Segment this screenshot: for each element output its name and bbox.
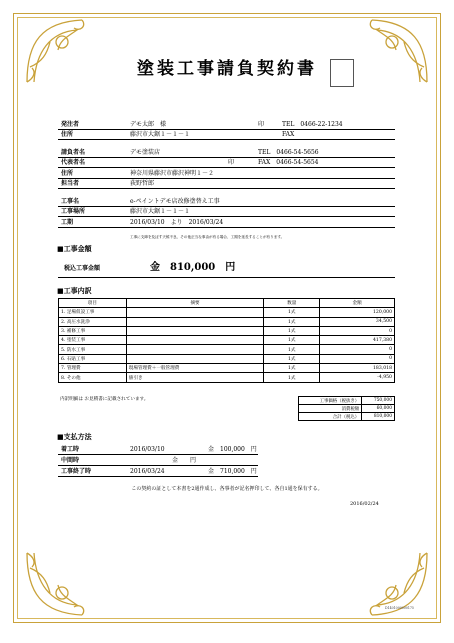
amount-label: 税込工事金額 [64, 265, 101, 272]
item-name: 3. 補修工事 [59, 326, 127, 335]
address2-label: 住所 [61, 170, 74, 177]
totals-row [299, 397, 395, 405]
staff-row [58, 178, 395, 189]
table-row [59, 308, 395, 317]
item-amount: 120,000 [320, 308, 395, 317]
totals-table [298, 396, 395, 421]
item-name: 6. 石貼工事 [59, 354, 127, 363]
address2-value: 神奈川県藤沢市藤沢神明１－２ [130, 170, 215, 177]
ornament-top-right-icon [354, 12, 432, 90]
totals-row [299, 413, 395, 421]
breakdown-table [58, 298, 395, 383]
item-name: 4. 塗装工事 [59, 336, 127, 345]
table-row [59, 336, 395, 345]
payment-row [58, 455, 258, 466]
payment-label: 中間時 [61, 457, 80, 464]
header-item: 項目 [59, 299, 127, 308]
item-desc [126, 345, 264, 354]
contract-date: 2016/02/24 [350, 501, 379, 507]
staff-label: 担当者 [61, 180, 80, 187]
payment-label: 着工時 [61, 446, 80, 453]
item-desc [126, 308, 264, 317]
payment-date: 2016/03/24 [130, 468, 165, 475]
detail-note: 内訳明細は お見積書に記載されています。 [60, 397, 149, 402]
address1-value: 藤沢市大鋸１－１－１ [130, 131, 191, 138]
period-note: 工事に支障を及ぼす天候不良、その他正当な事由が有る場合、工期を延長することが有ります。 [130, 235, 285, 239]
table-row [59, 326, 395, 335]
payment-amount: 金 710,000 円 [208, 468, 257, 475]
item-name: 2. 高圧水洗浄 [59, 317, 127, 326]
item-qty: 1式 [264, 317, 320, 326]
item-qty: 1式 [264, 354, 320, 363]
total-value: 810,000 [362, 413, 395, 421]
orderer-tel: TEL 0466-22-1234 [282, 121, 343, 128]
table-row [59, 364, 395, 373]
totals-row [299, 405, 395, 413]
item-desc [126, 336, 264, 345]
contractor-tel: TEL 0466-54-5656 [258, 149, 319, 156]
item-name: 7. 管理費 [59, 364, 127, 373]
rep-seal: 印 [228, 159, 235, 166]
ornament-bottom-right-icon [354, 545, 432, 623]
work-place-label: 工事場所 [61, 208, 86, 215]
table-row [59, 317, 395, 326]
address1-label: 住所 [61, 131, 74, 138]
header-description: 摘要 [126, 299, 264, 308]
revenue-stamp-box [330, 59, 354, 87]
item-qty: 1式 [264, 308, 320, 317]
ornament-top-left-icon [22, 12, 100, 90]
contractor-label: 請負者名 [61, 149, 86, 156]
address1-row [58, 129, 395, 140]
payment-label: 工事終了時 [61, 468, 92, 475]
tax-label: 消費税額 [299, 405, 362, 413]
total-label: 合計（税込） [299, 413, 362, 421]
item-amount: 34,500 [320, 317, 395, 326]
item-desc: 現場管理費＋一般管理費 [126, 364, 264, 373]
contractor-value: デモ塗装店 [130, 149, 161, 156]
subtotal-label: 工事価格（税抜き） [299, 397, 362, 405]
table-row [59, 354, 395, 363]
item-desc [126, 326, 264, 335]
item-qty: 1式 [264, 345, 320, 354]
rep-label: 代表者名 [61, 159, 86, 166]
closing-statement: この契約の証として本書を2通作成し、各事者が記名押印して、各自1通を保有する。 [131, 486, 323, 492]
payment-amount: 金 円 [172, 457, 197, 464]
work-name-value: e-ペイントデモ店改修塗替え工事 [130, 198, 220, 205]
period-row [58, 217, 395, 228]
orderer-label: 発注者 [61, 121, 80, 128]
item-desc: 値引き [126, 373, 264, 382]
amount-value: 金 810,000 円 [150, 262, 236, 273]
document-code: D1401000000175 [385, 606, 414, 610]
item-qty: 1式 [264, 373, 320, 382]
subtotal-value: 750,000 [362, 397, 395, 405]
table-header-row [59, 299, 395, 308]
item-qty: 1式 [264, 364, 320, 373]
orderer-name: デモ太郎 様 [130, 121, 167, 128]
table-row [59, 345, 395, 354]
header-quantity: 数量 [264, 299, 320, 308]
header-amount: 金額 [320, 299, 395, 308]
item-amount: 0 [320, 354, 395, 363]
work-name-label: 工事名 [61, 198, 80, 205]
item-amount: 0 [320, 345, 395, 354]
rep-fax: FAX 0466-54-5654 [258, 159, 319, 166]
item-desc [126, 317, 264, 326]
ornament-bottom-left-icon [22, 545, 100, 623]
orderer-seal: 印 [258, 121, 265, 128]
item-qty: 1式 [264, 336, 320, 345]
payment-amount: 金 100,000 円 [208, 446, 257, 453]
item-amount: 417,380 [320, 336, 395, 345]
item-name: 8. その他 [59, 373, 127, 382]
period-value: 2016/03/10 より 2016/03/24 [130, 219, 224, 226]
table-row [59, 373, 395, 382]
item-amount: 183,018 [320, 364, 395, 373]
period-label: 工期 [61, 219, 74, 226]
amount-section-heading: ■工事金額 [57, 245, 92, 253]
orderer-fax: FAX [282, 131, 295, 138]
item-name: 5. 防水工事 [59, 345, 127, 354]
tax-value: 60,000 [362, 405, 395, 413]
item-desc [126, 354, 264, 363]
item-qty: 1式 [264, 326, 320, 335]
item-amount: 0 [320, 326, 395, 335]
payment-date: 2016/03/10 [130, 446, 165, 453]
payment-section-heading: ■支払方法 [57, 433, 92, 441]
item-name: 1. 足場仮設工事 [59, 308, 127, 317]
item-amount: -4,950 [320, 373, 395, 382]
work-place-value: 藤沢市大鋸１－１－１ [130, 208, 191, 215]
work-place-row [58, 206, 395, 217]
rep-row [58, 157, 395, 168]
breakdown-section-heading: ■工事内訳 [57, 287, 92, 295]
page-title: 塗装工事請負契約書 [137, 59, 317, 79]
staff-value: 荻野哲郎 [130, 180, 155, 187]
